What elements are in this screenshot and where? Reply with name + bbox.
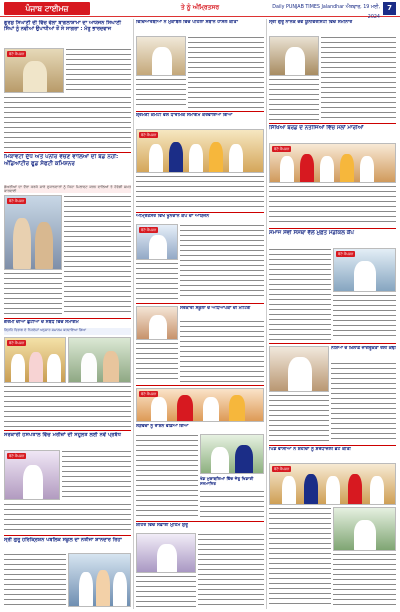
story-11-photo [200, 434, 264, 474]
story-separator [269, 445, 396, 446]
story-16-text [331, 362, 396, 442]
story-10-text [136, 434, 198, 518]
story-5-headline: ਸ੍ਰੀ ਗੁਰੂ ਹਰਿਕ੍ਰਿਸ਼ਨ ਪਬਲਿਕ ਸਕੂਲ ਦਾ ਨਤੀਜਾ ਸ਼ਾਨਦਾਰ ਰਿਹਾ [4, 537, 122, 543]
story-12-headline: ਸ਼ਹਿਰ ਵਿੱਚ ਸਫ਼ਾਈ ਮੁਹਿੰਮ ਸ਼ੁਰੂ [136, 523, 188, 528]
story-16-headline: ਨਸ਼ਿਆਂ ਦੇ ਖ਼ਿਲਾਫ਼ ਜਾਗਰੂਕਤਾ ਰੈਲੀ ਕੱਢੀ [331, 346, 396, 351]
story-5-photo [68, 553, 131, 607]
story-16-photo [269, 346, 329, 392]
story-separator [136, 303, 264, 304]
story-7-photo: ਫੋਟੋ ਕੈਪਸ਼ਨ [136, 129, 264, 173]
story-separator [4, 535, 131, 536]
story-8-photo: ਫੋਟੋ ਕੈਪਸ਼ਨ [136, 224, 178, 260]
story-7-headline: ਸ਼੍ਰੋਮਣੀ ਕਮੇਟੀ ਵੱਲੋਂ ਧਾਰਮਿਕ ਸਮਾਗਮ ਕਰਵਾਇਆ ਗਿਆ [136, 113, 233, 118]
story-15-photo: ਫੋਟੋ ਕੈਪਸ਼ਨ [333, 248, 396, 292]
story-10-photo: ਫੋਟੋ ਕੈਪਸ਼ਨ [136, 388, 264, 422]
story-2-photo: ਫੋਟੋ ਕੈਪਸ਼ਨ [4, 195, 62, 270]
masthead: ਪੰਜਾਬ ਟਾਈਮਜ਼ [4, 2, 90, 15]
story-separator [269, 228, 396, 229]
story-6-text [188, 36, 264, 108]
story-16-text-cont [269, 394, 329, 442]
story-separator [136, 521, 264, 522]
story-separator [269, 123, 396, 124]
story-4-headline: ਸਰਕਾਰੀ ਹਸਪਤਾਲ ਵਿੱਚ ਮਰੀਜ਼ਾਂ ਦੀ ਸਹੂਲਤ ਲਈ ਨਵੇਂ ਪ੍ਰਬੰਧ [4, 432, 122, 438]
story-13-headline: ਸ੍ਰੀ ਗੁਰੂ ਨਾਨਕ ਦੇਵ ਯੂਨੀਵਰਸਿਟੀ ਵਿੱਚ ਸੈਮੀਨਾਰ [269, 20, 353, 25]
story-separator [4, 430, 131, 431]
story-separator [136, 212, 264, 213]
story-2-headline: ਮਿਕਾਵਟੀ ਦੁੱਧ ਅਤੇ ਪਨੀਰ ਵੇਚਣ ਵਾਲਿਆਂ ਦੀ ਬੋਡ ਨਹੀਂ: ਅੰਡਿਆਂਟੀਰ ਫੂਡ ਸੇਫਟੀ ਕਮਿਸ਼ਨਰ [4, 154, 119, 167]
story-17-headline: ਪਿੰਡ ਵਾਸੀਆਂ ਨੇ ਸ਼ਹੀਦਾਂ ਨੂੰ ਸ਼ਰਧਾਂਜਲੀ ਭੇਟ ਕੀਤੀ [269, 447, 351, 452]
story-2-text [64, 195, 131, 315]
dateline: Daily PUNJAB TIMES Jalandhar ਐਤਵਾਰ, 19 ਮਈ, 2024 [272, 5, 380, 20]
story-14-photo: ਫੋਟੋ ਕੈਪਸ਼ਨ [269, 143, 396, 183]
story-15-text-cont [333, 294, 396, 340]
column-divider [133, 19, 134, 609]
story-3-photo: ਫੋਟੋ ਕੈਪਸ਼ਨ [4, 337, 66, 383]
story-17-text-cont [333, 553, 396, 607]
story-17-photo-2 [333, 507, 396, 551]
story-6-text-cont [136, 78, 186, 108]
story-3-headline: ਗਰਮੀ ਦੀਆਂ ਛੁੱਟੀਆਂ ਦੇ ਸਬੰਧ ਵਿੱਚ ਸਮਾਗਮ [4, 320, 79, 325]
story-17-photo: ਫੋਟੋ ਕੈਪਸ਼ਨ [269, 463, 396, 505]
story-1-text [66, 48, 131, 94]
story-15-headline: ਸਮਾਜ ਸੇਵੀ ਸੰਸਥਾ ਵੱਲੋਂ ਮੁਫ਼ਤ ਮੈਡੀਕਲ ਕੈਂਪ [269, 230, 354, 236]
story-13-photo [269, 36, 319, 76]
story-8-text-cont [136, 262, 178, 300]
story-9-text [180, 320, 264, 382]
story-1-text-cont [4, 96, 131, 150]
story-9-headline: ਸਰਕਾਰੀ ਸਕੂਲਾਂ ਦੇ ਅਧਿਆਪਕਾਂ ਦੀ ਮੀਟਿੰਗ [180, 306, 251, 311]
story-1-headline: ਗੁਰਸ਼ੁ ਸਿਘਾਣੀ ਦੀ ਵਿੱਚ ਵੇਲਾ ਬਾਗਲਾਸ਼ਾਮਾ ਦਾ ਆਯੋਜਨ ਸਿਘਾਣੀ ਸਿੰਘਾਂ ਨੂੰ ਨਵੀਆਂ ਉਪਾਧੀਆਂ ਤੋਂ ਸੇ ਸਾਗਰਾ : ਮੰਤੂ ਭਾਰਦਵਾਜ [4, 20, 121, 32]
story-separator [136, 111, 264, 112]
story-5-text [4, 553, 66, 607]
story-3-text [4, 385, 131, 427]
story-separator [4, 318, 131, 319]
story-14-headline: ਸਿੱਖਿਆ ਬੋਰਡ ਦੇ ਨਤੀਜਿਆਂ ਵਿੱਚ ਮੱਲਾਂ ਮਾਰੀਆਂ [269, 125, 364, 131]
story-11-headline: ਖੇਡ ਮੁਕਾਬਲਿਆਂ ਵਿੱਚ ਜੇਤੂ ਖਿਡਾਰੀ ਸਨਮਾਨਿਤ [200, 476, 254, 487]
story-15-text [269, 248, 331, 340]
story-separator [136, 385, 264, 386]
story-8-headline: ਅੰਮ੍ਰਿਤਸਰ ਵਿਖੇ ਖੂਨਦਾਨ ਕੈਂਪ ਦਾ ਆਯੋਜਨ [136, 214, 210, 219]
column-divider [266, 19, 267, 609]
story-6-photo [136, 36, 186, 76]
story-1-photo: ਫੋਟੋ ਕੈਪਸ਼ਨ [4, 48, 64, 93]
story-4-photo: ਫੋਟੋ ਕੈਪਸ਼ਨ [4, 450, 60, 500]
story-6-headline: ਵਿਦਿਆਰਥੀਆਂ ਨੇ ਮੁਕਾਬਲੇ ਵਿੱਚ ਪਹਿਲਾ ਸਥਾਨ ਹਾਸਲ ਕੀਤਾ [136, 20, 238, 25]
story-13-text [321, 36, 396, 120]
story-13-text-cont [269, 78, 319, 120]
story-2-text-cont [4, 272, 62, 315]
page-number: 7 [383, 2, 396, 15]
story-9-photo [136, 306, 178, 340]
story-3-subhead: ਗ੍ਰਿਹਿ ਵਿਭਾਗ ਦੇ ਨਿਰਦੇਸ਼ਾਂ ਅਨੁਸਾਰ ਸਮਾਗਮ ਕਰਵਾਇਆ ਗਿਆ [4, 328, 131, 335]
page-header [0, 0, 400, 20]
story-8-text [180, 224, 264, 300]
story-4-text [62, 450, 131, 500]
story-10-headline: ਲੋੜਵੰਦਾਂ ਨੂੰ ਰਾਸ਼ਨ ਵੰਡਿਆ ਗਿਆ [136, 424, 189, 429]
story-3-photo-2 [68, 337, 131, 383]
story-7-text [136, 175, 264, 209]
story-4-text-cont [4, 503, 131, 533]
story-11-text [200, 490, 264, 518]
story-separator [269, 343, 396, 344]
story-12-text-cont [136, 575, 196, 607]
story-14-text [269, 185, 396, 225]
story-12-photo [136, 533, 196, 573]
story-9-text-cont [136, 342, 178, 382]
story-separator [4, 152, 131, 153]
section-title: ਤੇ ਨੂੰ ਅੰਮ੍ਰਿਤਸਰ [180, 4, 220, 11]
story-17-text [269, 507, 331, 607]
story-12-text [198, 533, 264, 607]
story-2-subhead: ਡੇਅਰੀਆਂ ਦਾ ਦੌਰਾ ਕਰਕੇ ਸਾਰੇ ਦੁਕਾਨਦਾਰਾਂ ਨੂੰ ਕਿਹਾ ਮਿਲਾਵਟ ਕਰਨ ਵਾਲਿਆਂ ਤੇ ਹੋਵੇਗੀ ਸਖ਼ਤ ਕਾਰਵਾਈ [4, 185, 131, 193]
